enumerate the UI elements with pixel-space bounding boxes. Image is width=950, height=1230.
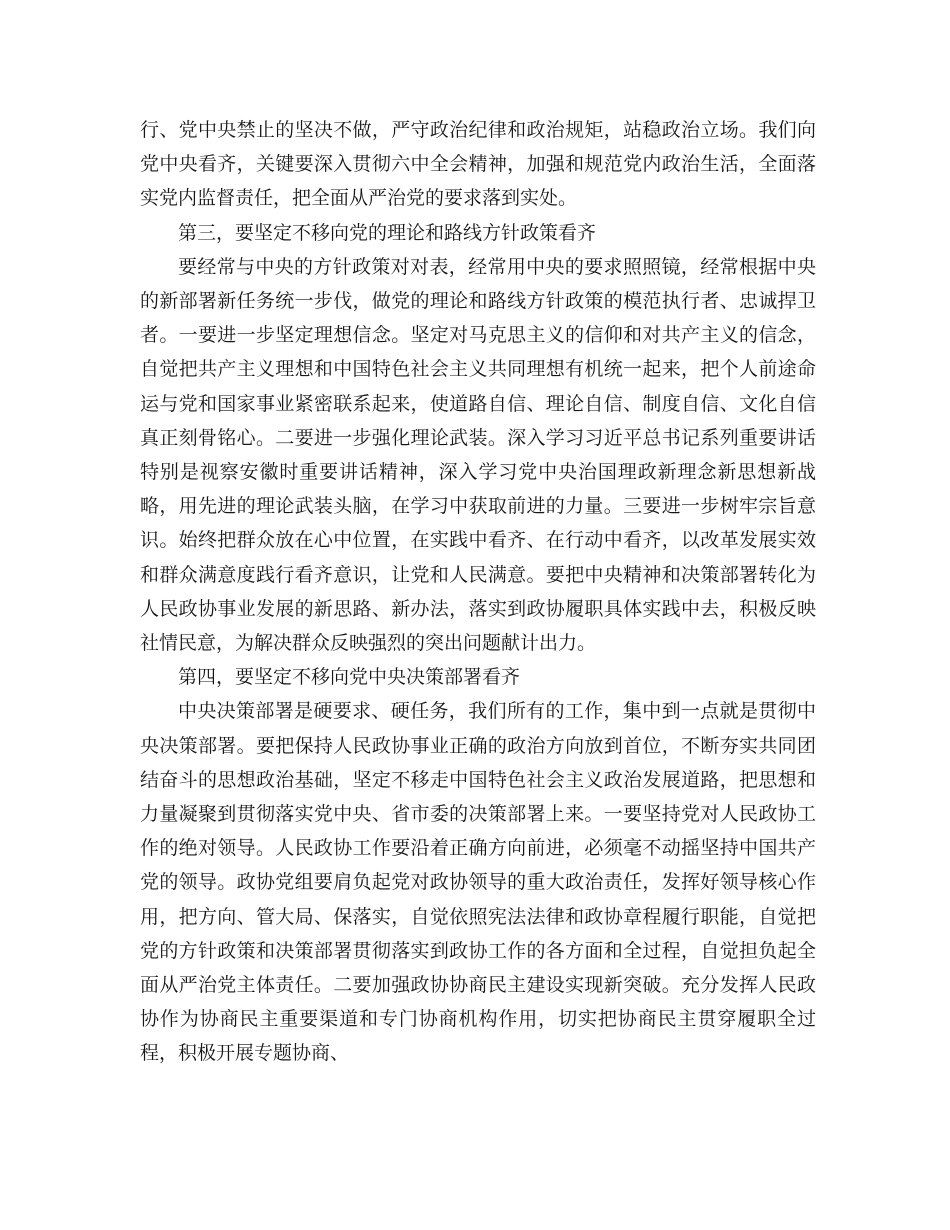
document-page xyxy=(140,113,816,1071)
paragraph-continuation: 行、党中央禁止的坚决不做，严守政治纪律和政治规矩，站稳政治立场。我们向党中央看齐，关键要深入贯彻六中全会精神，加强和规范党内政治生活，全面落实党内监督责任，把全面从严治党的要求落到实处。 xyxy=(140,119,816,210)
section-heading-fourth: 第四，要坚定不移向党中央决策部署看齐 xyxy=(178,666,521,689)
paragraph-fourth-body: 中央决策部署是硬要求、硬任务，我们所有的工作，集中到一点就是贯彻中央决策部署。要把保持人民政协事业正确的政治方向放到首位，不断夯实共同团结奋斗的思想政治基础，坚定不移走中国特色社会主义政治发展道路，把思想和力量凝聚到贯彻落实党中央、省市委的决策部署上来。一要坚持党对人民政协工作的绝对领导。人民政协工作要沿着正确方向前进，必须毫不动摇坚持中国共产党的领导。政协党组要肩负起党对政协领导的重大政治责任，发挥好领导核心作用，把方向、管大局、保落实，自觉依照宪法法律和政协章程履行职能，自觉把党的方针政策和决策部署贯彻落实到政协工作的各方面和全过程，自觉担负起全面从严治党主体责任。二要加强政协协商民主建设实现新突破。充分发挥人民政协作为协商民主重要渠道和专门协商机构作用，切实把协商民主贯穿履职全过程，积极开展专题协商、 xyxy=(140,700,816,1065)
paragraph-third-body: 要经常与中央的方针政策对对表，经常用中央的要求照照镜，经常根据中央的新部署新任务统一步伐，做党的理论和路线方针政策的模范执行者、忠诚捍卫者。一要进一步坚定理想信念。坚定对马克思主义的信仰和对共产主义的信念，自觉把共产主义理想和中国特色社会主义共同理想有机统一起来，把个人前途命运与党和国家事业紧密联系起来，使道路自信、理论自信、制度自信、文化自信真正刻骨铭心。二要进一步强化理论武装。深入学习习近平总书记系列重要讲话特别是视察安徽时重要讲话精神，深入学习党中央治国理政新理念新思想新战略，用先进的理论武装头脑，在学习中获取前进的力量。三要进一步树牢宗旨意识。始终把群众放在心中位置，在实践中看齐、在行动中看齐，以改革发展实效和群众满意度践行看齐意识，让党和人民满意。要把中央精神和决策部署转化为人民政协事业发展的新思路、新办法，落实到政协履职具体实践中去，积极反映社情民意，为解决群众反映强烈的突出问题献计出力。 xyxy=(140,255,816,655)
section-heading-third: 第三，要坚定不移向党的理论和路线方针政策看齐 xyxy=(178,221,597,244)
